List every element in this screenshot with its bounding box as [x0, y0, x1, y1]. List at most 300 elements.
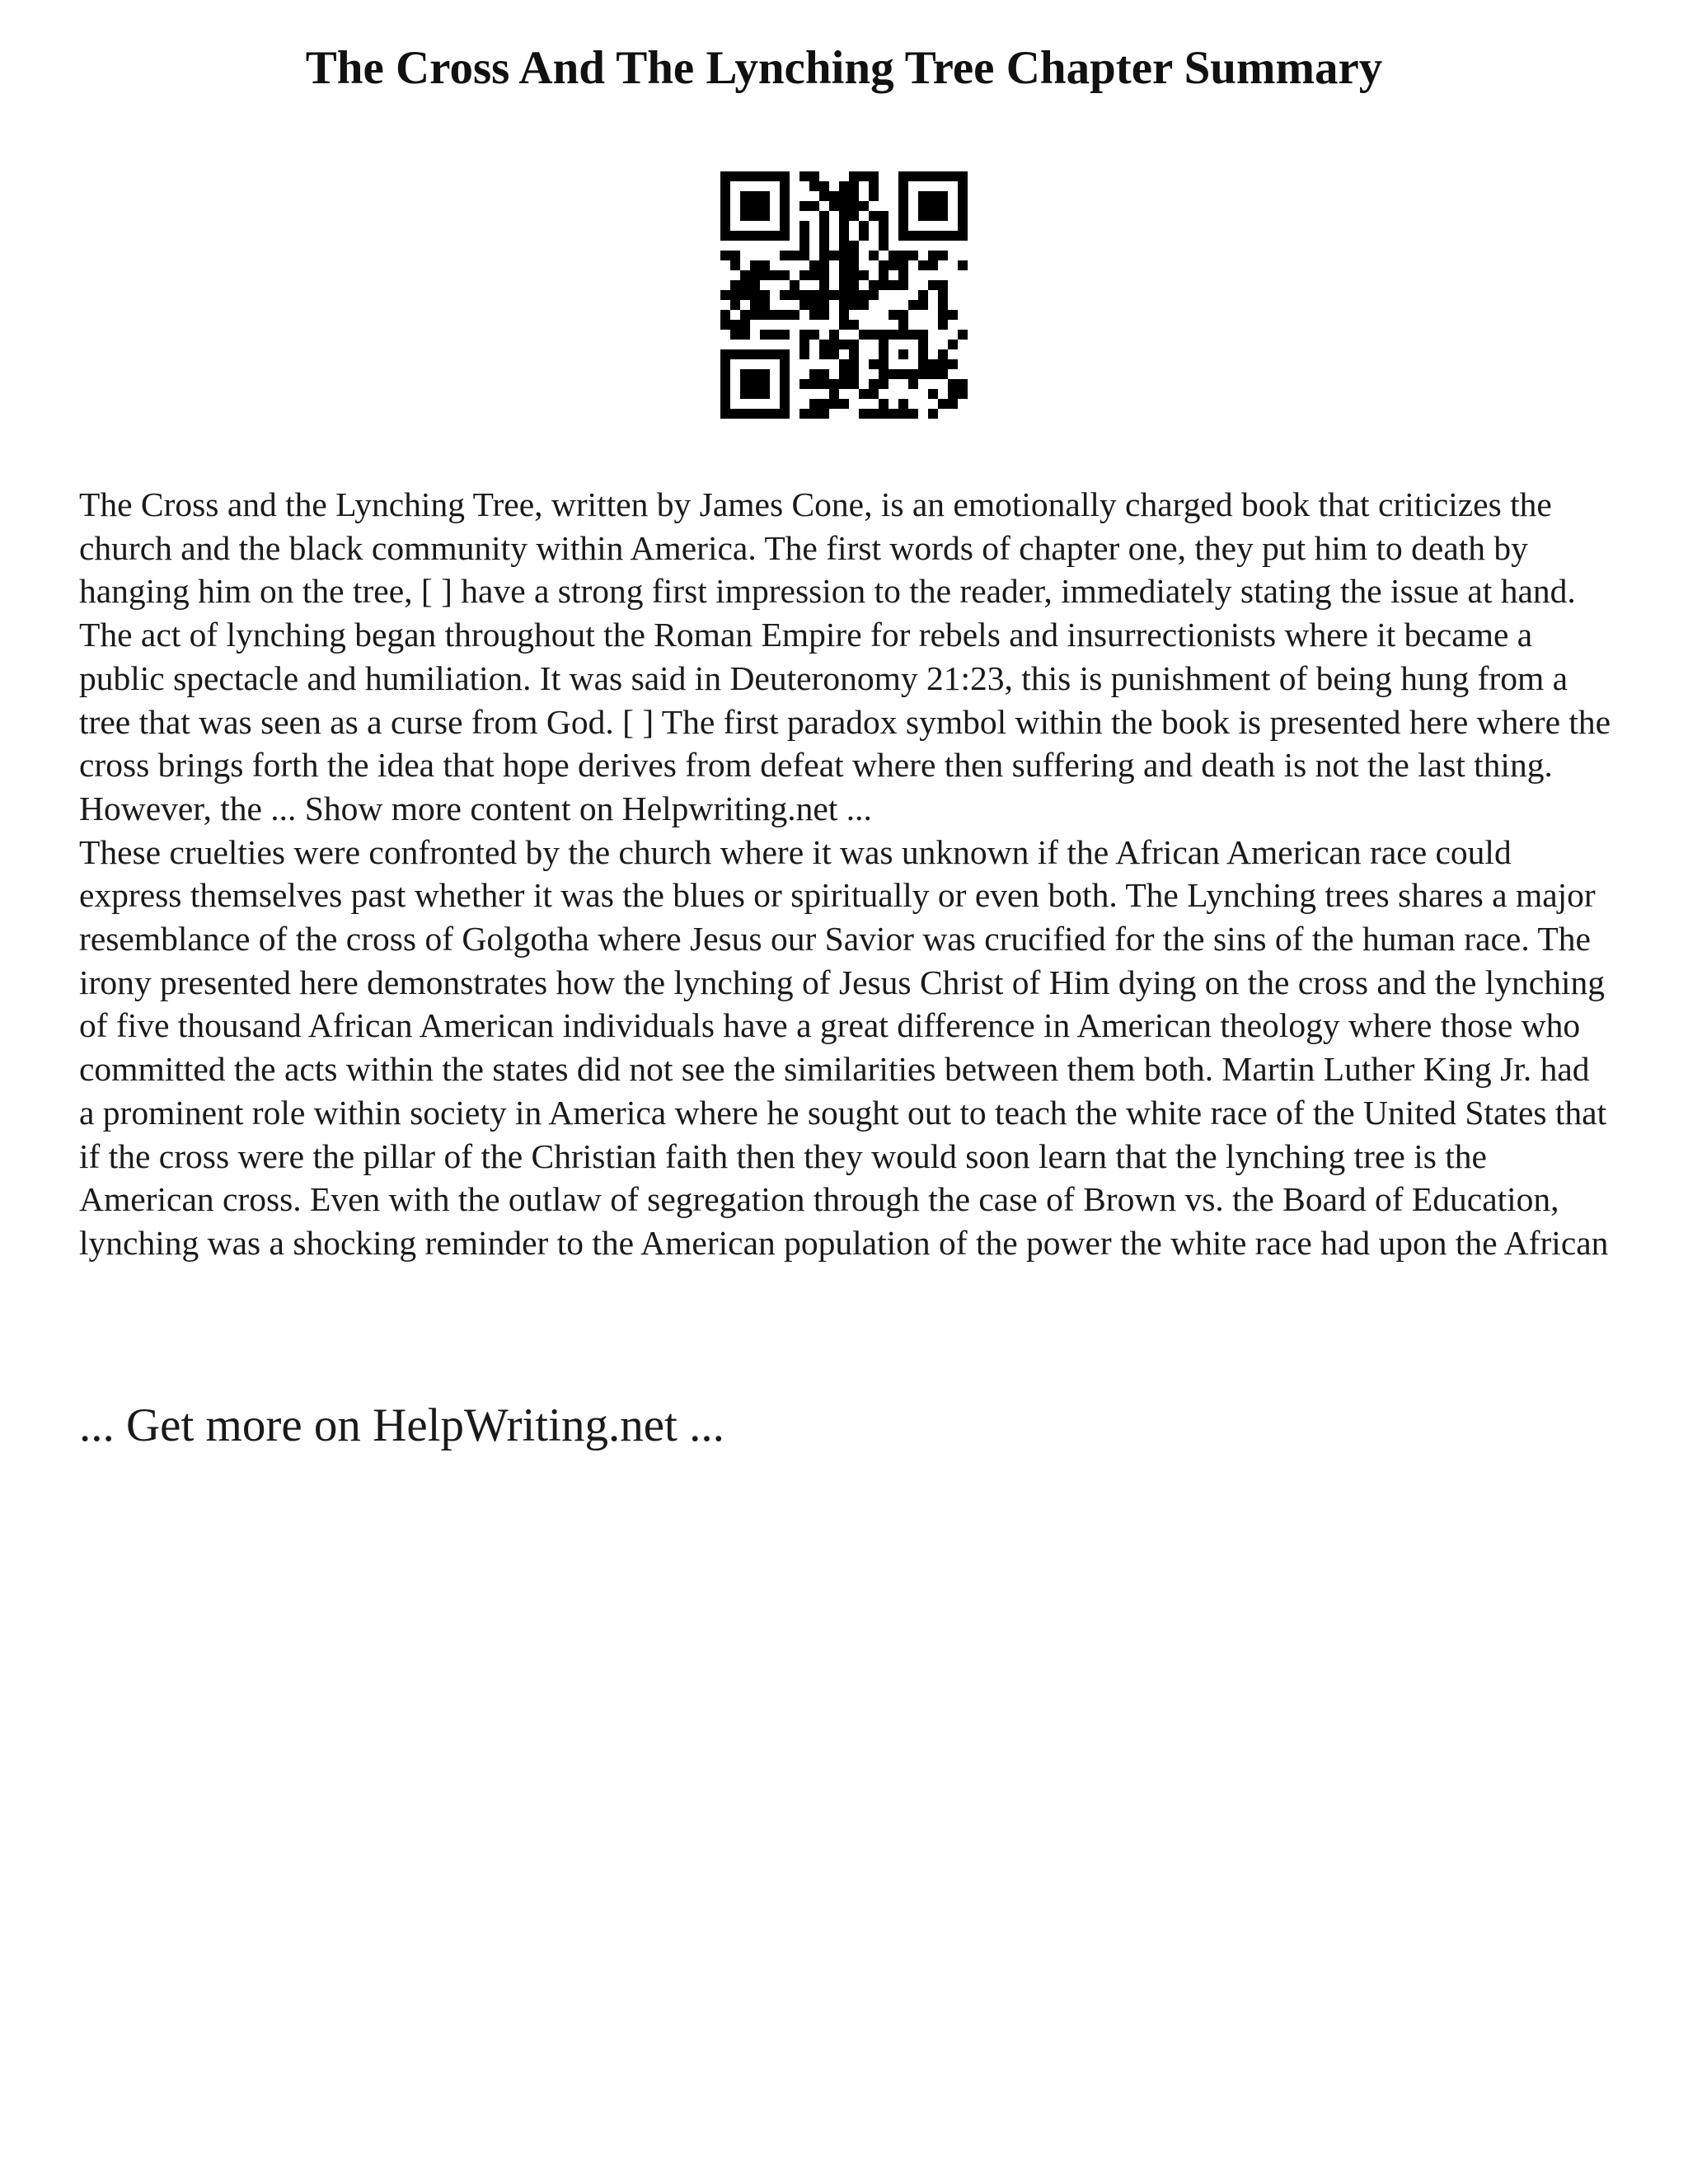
qr-module	[849, 201, 859, 211]
qr-module	[908, 409, 918, 419]
qr-module	[750, 260, 760, 270]
qr-module	[849, 171, 859, 181]
qr-module	[799, 231, 809, 241]
qr-module	[829, 349, 839, 359]
qr-module	[720, 191, 730, 201]
qr-module	[809, 300, 819, 310]
qr-module	[898, 221, 908, 231]
qr-module	[760, 231, 770, 241]
qr-module	[760, 310, 770, 320]
qr-module	[839, 369, 849, 379]
qr-module	[819, 260, 829, 270]
qr-module	[839, 181, 849, 191]
qr-module	[849, 359, 859, 369]
qr-module	[770, 171, 780, 181]
qr-module	[819, 379, 829, 389]
qr-module	[938, 191, 948, 201]
qr-module	[918, 231, 928, 241]
qr-module	[958, 260, 968, 270]
qr-module	[859, 409, 869, 419]
qr-module	[780, 251, 790, 260]
qr-module	[760, 409, 770, 419]
qr-module	[790, 290, 799, 300]
qr-module	[720, 290, 730, 300]
qr-module	[908, 171, 918, 181]
qr-module	[918, 330, 928, 340]
qr-module	[938, 201, 948, 211]
qr-module	[869, 389, 879, 399]
qr-module	[869, 330, 879, 340]
qr-module	[869, 290, 879, 300]
qr-module	[938, 359, 948, 369]
qr-module	[849, 191, 859, 201]
paragraph-1: The Cross and the Lynching Tree, written by James Cone, is an emotionally charged book that criticizes the church and the black community within America. The first words of chapter one, they put him to death by hanging him on the tree, [ ] have a strong first impression to the reader, immediately stating the issue at hand. The act of lynching began throughout the Roman Empire for rebels and insurrectionists where it became a public spectacle and humiliation. It was said in Deuteronomy 21:23, this is punishment of being hung from a tree that was seen as a curse from God. [ ] The first paradox symbol within the book is presented here where the cross brings forth the idea that hope derives from defeat where then suffering and death is not the last thing. However, the ... Show more content on Helpwriting.net ...	[79, 485, 1611, 827]
qr-module	[918, 191, 928, 201]
qr-module	[819, 300, 829, 310]
qr-module	[958, 231, 968, 241]
qr-module	[819, 181, 829, 191]
qr-module	[898, 330, 908, 340]
qr-module	[839, 251, 849, 260]
qr-module	[819, 399, 829, 409]
qr-module	[879, 330, 889, 340]
qr-module	[740, 379, 750, 389]
qr-module	[760, 191, 770, 201]
qr-module	[859, 290, 869, 300]
qr-module	[750, 300, 760, 310]
qr-module	[958, 389, 968, 399]
qr-module	[780, 349, 790, 359]
qr-module	[750, 379, 760, 389]
qr-module	[730, 251, 740, 260]
qr-module	[898, 280, 908, 290]
qr-module	[849, 320, 859, 330]
qr-module	[730, 280, 740, 290]
qr-module	[760, 389, 770, 399]
qr-module	[849, 241, 859, 251]
qr-module	[869, 171, 879, 181]
qr-module	[720, 409, 730, 419]
qr-module	[898, 171, 908, 181]
qr-module	[879, 241, 889, 251]
qr-module	[750, 270, 760, 280]
qr-module	[829, 290, 839, 300]
qr-module	[750, 290, 760, 300]
qr-module	[889, 251, 898, 260]
qr-module	[740, 191, 750, 201]
qr-module	[829, 399, 839, 409]
qr-module	[799, 349, 809, 359]
qr-module	[918, 290, 928, 300]
qr-module	[740, 290, 750, 300]
qr-module	[889, 310, 898, 320]
qr-module	[819, 270, 829, 280]
qr-module	[839, 340, 849, 349]
qr-module	[879, 340, 889, 349]
qr-module	[839, 300, 849, 310]
qr-module	[928, 211, 938, 221]
qr-module	[918, 349, 928, 359]
qr-module	[780, 181, 790, 191]
qr-code-icon	[720, 171, 968, 419]
qr-module	[849, 260, 859, 270]
qr-module	[889, 260, 898, 270]
qr-module	[938, 300, 948, 310]
qr-module	[819, 191, 829, 201]
qr-module	[839, 270, 849, 280]
qr-module	[809, 409, 819, 419]
qr-module	[938, 349, 948, 359]
qr-module	[849, 369, 859, 379]
qr-module	[958, 221, 968, 231]
qr-module	[958, 191, 968, 201]
qr-module	[750, 171, 760, 181]
qr-module	[879, 409, 889, 419]
qr-module	[720, 399, 730, 409]
qr-module	[799, 270, 809, 280]
qr-module	[720, 181, 730, 191]
qr-module	[928, 359, 938, 369]
qr-module	[849, 181, 859, 191]
qr-module	[720, 221, 730, 231]
qr-module	[740, 330, 750, 340]
get-more-link[interactable]: ... Get more on HelpWriting.net ...	[79, 1399, 724, 1451]
qr-module	[750, 201, 760, 211]
qr-module	[879, 270, 889, 280]
qr-module	[908, 369, 918, 379]
qr-module	[799, 290, 809, 300]
qr-module	[740, 310, 750, 320]
qr-module	[928, 280, 938, 290]
qr-module	[720, 231, 730, 241]
qr-module	[839, 280, 849, 290]
qr-module	[780, 389, 790, 399]
qr-module	[730, 231, 740, 241]
qr-module	[829, 330, 839, 340]
article-body	[79, 483, 1612, 1265]
qr-module	[780, 379, 790, 389]
qr-module	[928, 231, 938, 241]
qr-module	[809, 330, 819, 340]
qr-module	[948, 389, 958, 399]
qr-module	[928, 201, 938, 211]
qr-module	[918, 340, 928, 349]
qr-module	[879, 369, 889, 379]
qr-module	[809, 181, 819, 191]
qr-module	[720, 251, 730, 260]
qr-module	[750, 191, 760, 201]
qr-module	[809, 379, 819, 389]
qr-module	[839, 399, 849, 409]
qr-module	[849, 251, 859, 260]
qr-module	[760, 211, 770, 221]
qr-module	[869, 379, 879, 389]
qr-module	[760, 260, 770, 270]
qr-module	[780, 399, 790, 409]
qr-module	[889, 369, 898, 379]
qr-module	[819, 409, 829, 419]
qr-module	[809, 201, 819, 211]
qr-module	[839, 241, 849, 251]
qr-module	[780, 231, 790, 241]
qr-module	[928, 260, 938, 270]
qr-module	[958, 171, 968, 181]
qr-module	[849, 300, 859, 310]
qr-module	[839, 290, 849, 300]
qr-module	[948, 171, 958, 181]
qr-module	[799, 221, 809, 231]
qr-module	[740, 201, 750, 211]
qr-module	[799, 340, 809, 349]
qr-module	[740, 320, 750, 330]
qr-module	[898, 260, 908, 270]
qr-module	[928, 171, 938, 181]
qr-module	[849, 270, 859, 280]
qr-module	[760, 300, 770, 310]
qr-module	[879, 280, 889, 290]
qr-module	[938, 280, 948, 290]
qr-module	[740, 171, 750, 181]
qr-module	[730, 320, 740, 330]
qr-module	[799, 241, 809, 251]
qr-module	[879, 349, 889, 359]
qr-module	[958, 211, 968, 221]
qr-module	[898, 399, 908, 409]
qr-module	[839, 260, 849, 270]
qr-module	[958, 330, 968, 340]
qr-module	[879, 399, 889, 409]
qr-module	[730, 409, 740, 419]
qr-module	[839, 359, 849, 369]
qr-module	[780, 191, 790, 201]
qr-module	[859, 330, 869, 340]
qr-module	[898, 231, 908, 241]
qr-module	[740, 270, 750, 280]
qr-module	[790, 310, 799, 320]
qr-module	[780, 359, 790, 369]
qr-module	[750, 389, 760, 399]
qr-module	[720, 320, 730, 330]
qr-module	[829, 340, 839, 349]
qr-module	[770, 330, 780, 340]
qr-module	[879, 231, 889, 241]
qr-module	[938, 399, 948, 409]
qr-module	[819, 241, 829, 251]
qr-module	[760, 171, 770, 181]
qr-module	[750, 231, 760, 241]
qr-module	[829, 389, 839, 399]
qr-module	[898, 369, 908, 379]
qr-module	[780, 201, 790, 211]
qr-module	[839, 310, 849, 320]
qr-module	[730, 290, 740, 300]
qr-module	[898, 201, 908, 211]
qr-module	[819, 369, 829, 379]
qr-module	[799, 330, 809, 340]
qr-module	[898, 251, 908, 260]
qr-module	[938, 211, 948, 221]
qr-module	[750, 409, 760, 419]
qr-module	[948, 399, 958, 409]
qr-module	[720, 349, 730, 359]
qr-module	[879, 260, 889, 270]
qr-module	[790, 280, 799, 290]
qr-module	[938, 320, 948, 330]
qr-module	[938, 171, 948, 181]
qr-module	[879, 359, 889, 369]
qr-module	[849, 349, 859, 359]
qr-module	[918, 171, 928, 181]
qr-module	[750, 369, 760, 379]
qr-module	[780, 270, 790, 280]
qr-module	[750, 280, 760, 290]
qr-module	[869, 181, 879, 191]
qr-module	[809, 171, 819, 181]
qr-module	[958, 379, 968, 389]
qr-module	[780, 171, 790, 181]
qr-module	[958, 201, 968, 211]
qr-module	[918, 359, 928, 369]
qr-module	[859, 171, 869, 181]
qr-module	[908, 231, 918, 241]
qr-module	[859, 300, 869, 310]
qr-module	[760, 201, 770, 211]
qr-module	[918, 211, 928, 221]
qr-module	[720, 389, 730, 399]
qr-module	[889, 330, 898, 340]
qr-module	[948, 310, 958, 320]
qr-module	[720, 310, 730, 320]
qr-code-graphic	[720, 171, 968, 419]
qr-module	[730, 260, 740, 270]
qr-module	[889, 280, 898, 290]
qr-module	[849, 211, 859, 221]
qr-module	[928, 191, 938, 201]
qr-module	[908, 330, 918, 340]
qr-module	[879, 379, 889, 389]
qr-module	[839, 221, 849, 231]
qr-module	[839, 191, 849, 201]
qr-module	[958, 181, 968, 191]
qr-module	[760, 330, 770, 340]
qr-module	[780, 409, 790, 419]
qr-module	[849, 340, 859, 349]
qr-module	[750, 211, 760, 221]
qr-module	[770, 349, 780, 359]
qr-module	[799, 300, 809, 310]
qr-module	[829, 379, 839, 389]
page-title: The Cross And The Lynching Tree Chapter Summary	[305, 42, 1383, 94]
qr-module	[849, 290, 859, 300]
qr-module	[908, 300, 918, 310]
qr-module	[898, 349, 908, 359]
qr-module	[859, 221, 869, 231]
qr-module	[938, 251, 948, 260]
qr-module	[770, 310, 780, 320]
qr-module	[849, 379, 859, 389]
qr-module	[898, 270, 908, 280]
qr-module	[730, 171, 740, 181]
qr-module	[928, 251, 938, 260]
qr-module	[720, 211, 730, 221]
qr-module	[760, 270, 770, 280]
qr-module	[928, 369, 938, 379]
qr-module	[819, 310, 829, 320]
qr-module	[770, 231, 780, 241]
qr-module	[819, 211, 829, 221]
qr-module	[799, 409, 809, 419]
qr-module	[898, 409, 908, 419]
qr-module	[770, 409, 780, 419]
qr-module	[720, 171, 730, 181]
qr-module	[869, 251, 879, 260]
qr-module	[948, 359, 958, 369]
qr-module	[780, 369, 790, 379]
qr-module	[869, 280, 879, 290]
qr-module	[948, 231, 958, 241]
qr-module	[790, 251, 799, 260]
qr-module	[809, 310, 819, 320]
qr-module	[740, 409, 750, 419]
qr-module	[889, 409, 898, 419]
paragraph-2: These cruelties were confronted by the church where it was unknown if the African American race could express themselves past whether it was the blues or spiritually or even both. The Lynching trees shares a major resemblance of the cross of Golgotha where Jesus our Savior was crucified for the sins of the human race. The irony presented here demonstrates how the lynching of Jesus Christ of Him dying on the cross and the lynching of five thousand African American individuals have a great difference in American theology where those who committed the acts within the states did not see the similarities between them both. Martin Luther King Jr. had a prominent role within society in America where he sought out to teach the white race of the United States that if the cross were the pillar of the Christian faith then they would soon learn that the lynching tree is the American cross. Even with the outlaw of segregation through the case of Brown vs. the Board of Education, lynching was a shocking reminder to the American population of the power the white race had upon the African	[79, 832, 1609, 1262]
qr-module	[780, 211, 790, 221]
qr-module	[760, 349, 770, 359]
qr-module	[819, 221, 829, 231]
qr-module	[740, 369, 750, 379]
qr-module	[720, 201, 730, 211]
qr-module	[809, 260, 819, 270]
qr-module	[780, 221, 790, 231]
qr-module	[879, 211, 889, 221]
qr-module	[740, 231, 750, 241]
qr-module	[720, 359, 730, 369]
qr-module	[948, 379, 958, 389]
qr-module	[928, 389, 938, 399]
qr-module	[750, 349, 760, 359]
qr-module	[898, 181, 908, 191]
qr-module	[898, 320, 908, 330]
qr-module	[869, 211, 879, 221]
qr-module	[918, 201, 928, 211]
qr-module	[849, 280, 859, 290]
qr-module	[799, 379, 809, 389]
qr-module	[819, 280, 829, 290]
qr-module	[938, 290, 948, 300]
qr-module	[720, 379, 730, 389]
qr-module	[859, 201, 869, 211]
qr-module	[869, 409, 879, 419]
qr-module	[730, 349, 740, 359]
qr-module	[938, 369, 948, 379]
qr-module	[908, 251, 918, 260]
qr-module	[839, 201, 849, 211]
qr-module	[809, 270, 819, 280]
qr-module	[760, 290, 770, 300]
qr-module	[819, 231, 829, 241]
qr-module	[898, 310, 908, 320]
qr-module	[859, 270, 869, 280]
qr-module	[740, 211, 750, 221]
qr-module	[898, 191, 908, 201]
qr-module	[839, 320, 849, 330]
qr-module	[829, 251, 839, 260]
qr-module	[819, 251, 829, 260]
qr-module	[799, 251, 809, 260]
qr-module	[859, 389, 869, 399]
qr-module	[770, 270, 780, 280]
qr-module	[780, 330, 790, 340]
